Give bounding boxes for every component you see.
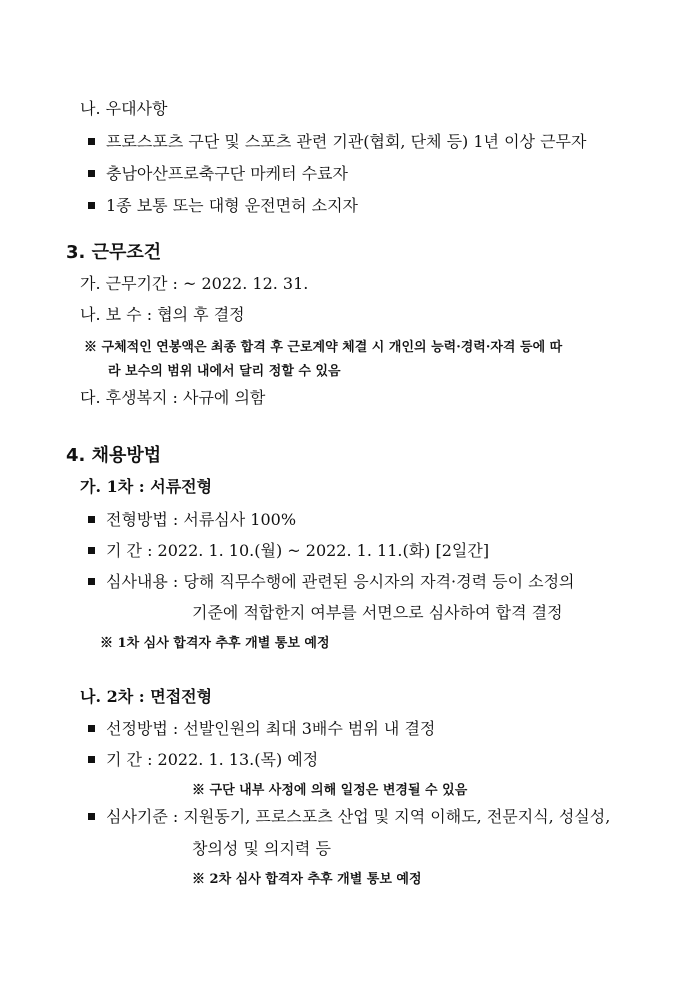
bullet-icon	[88, 813, 95, 820]
pay-note-line1: ※ 구체적인 연봉액은 최종 합격 후 근로계약 체결 시 개인의 능력·경력·자격 등에 따	[84, 340, 563, 355]
list-item: 1종 보통 또는 대형 운전면허 소지자	[88, 193, 358, 216]
preference-heading: 나. 우대사항	[80, 99, 168, 118]
bullet-icon	[88, 756, 95, 763]
list-item: 선정방법 : 선발인원의 최대 3배수 범위 내 결정	[88, 716, 435, 739]
stage1-content-line2: 기준에 적합한지 여부를 서면으로 심사하여 합격 결정	[192, 603, 563, 622]
bullet-icon	[88, 578, 95, 585]
section3-heading: 3. 근무조건	[66, 242, 162, 263]
bullet-icon	[88, 547, 95, 554]
list-item: 프로스포츠 구단 및 스포츠 관련 기관(협회, 단체 등) 1년 이상 근무자	[88, 129, 586, 152]
stage1-note: ※ 1차 심사 합격자 추후 개별 통보 예정	[100, 636, 330, 651]
list-item: 기 간 : 2022. 1. 13.(목) 예정	[88, 747, 318, 770]
stage1-heading: 가. 1차 : 서류전형	[80, 477, 213, 496]
list-item: 충남아산프로축구단 마케터 수료자	[88, 161, 348, 184]
pay-note-line2: 라 보수의 범위 내에서 달리 정할 수 있음	[108, 364, 341, 379]
stage2-criteria-line2: 창의성 및 의지력 등	[192, 839, 331, 858]
section4-heading: 4. 채용방법	[66, 445, 162, 466]
list-item: 심사내용 : 당해 직무수행에 관련된 응시자의 자격·경력 등이 소정의	[88, 569, 574, 592]
stage2-period-note: ※ 구단 내부 사정에 의해 일정은 변경될 수 있음	[192, 783, 468, 798]
bullet-icon	[88, 202, 95, 209]
bullet-icon	[88, 138, 95, 145]
stage2-heading: 나. 2차 : 면접전형	[80, 687, 213, 706]
bullet-icon	[88, 725, 95, 732]
list-item: 심사기준 : 지원동기, 프로스포츠 산업 및 지역 이해도, 전문지식, 성실성,	[88, 804, 610, 827]
list-item: 기 간 : 2022. 1. 10.(월) ~ 2022. 1. 11.(화) [2일간]	[88, 538, 489, 561]
bullet-icon	[88, 516, 95, 523]
bullet-icon	[88, 170, 95, 177]
work-period: 가. 근무기간 : ~ 2022. 12. 31.	[80, 274, 309, 293]
list-item: 전형방법 : 서류심사 100%	[88, 507, 296, 530]
welfare-info: 다. 후생복지 : 사규에 의함	[80, 388, 266, 407]
pay-info: 나. 보 수 : 협의 후 결정	[80, 305, 245, 324]
stage2-note: ※ 2차 심사 합격자 추후 개별 통보 예정	[192, 872, 422, 887]
